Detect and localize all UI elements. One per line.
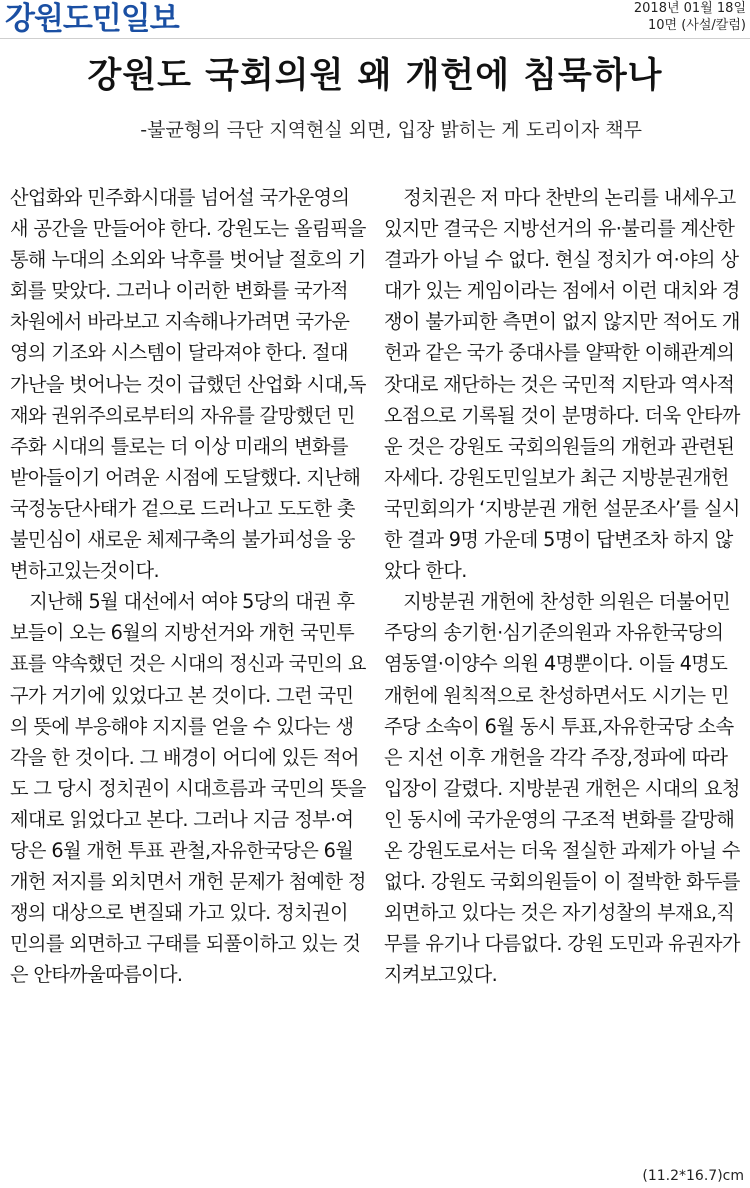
subheadline: -불균형의 극단 지역현실 외면, 입장 밝히는 게 도리이자 책무 bbox=[140, 119, 642, 141]
header-divider bbox=[0, 38, 750, 39]
page-section: 10면 (사설/칼럼) bbox=[648, 18, 746, 33]
headline: 강원도 국회의원 왜 개헌에 침묵하나 bbox=[87, 56, 663, 96]
article-column-right bbox=[384, 182, 740, 990]
publish-date: 2018년 01월 18일 bbox=[633, 1, 746, 16]
masthead-logo: 강원도민일보 bbox=[5, 1, 179, 37]
article-paragraph: 산업화와 민주화시대를 넘어설 국가운영의 새 공간을 만들어야 한다. 강원도는 올림픽을 통해 누대의 소외와 낙후를 벗어날 절호의 기회를 맞았다. 그러나 이러한 변화를 국가적 차원에서 바라보고 지속해나가려면 국가운영의 기조와 시스템이 달라져야 한다. 절대 가난을 벗어나는 것이 급했던 산업화 시대,독재와 권위주의로부터의 자유를 갈망했던 민주화 시대의 틀로는 더 이상 미래의 변화를 받아들이기 어려운 시점에 도달했다. 지난해 국정농단사태가 겉으로 드러나고 도도한 촛불민심이 새로운 체제구축의 불가피성을 웅변하고있는것이다. bbox=[10, 186, 366, 583]
article-paragraph: 정치권은 저 마다 찬반의 논리를 내세우고 있지만 결국은 지방선거의 유·불리를 계산한 결과가 아닐 수 없다. 현실 정치가 여·야의 상대가 있는 게임이라는 점에서 이런 대치와 경쟁이 불가피한 측면이 없지 않지만 적어도 개헌과 같은 국가 중대사를 얄팍한 이해관계의 잣대로 재단하는 것은 국민적 지탄과 역사적 오점으로 기록될 것이 분명하다. 더욱 안타까운 것은 강원도 국회의원들의 개헌과 관련된 자세다. 강원도민일보가 최근 지방분권개헌국민회의가 ‘지방분권 개헌 설문조사’를 실시한 결과 9명 가운데 5명이 답변조차 하지 않았다 한다. bbox=[384, 186, 740, 583]
clipping-size-note: (11.2*16.7)cm bbox=[642, 1168, 744, 1184]
article-paragraph: 지난해 5월 대선에서 여야 5당의 대권 후보들이 오는 6월의 지방선거와 개헌 국민투표를 약속했던 것은 시대의 정신과 국민의 요구가 거기에 있었다고 본 것이다. 그런 국민의 뜻에 부응해야 지지를 얻을 수 있다는 생각을 한 것이다. 그 배경이 어디에 있든 적어도 그 당시 정치권이 시대흐름과 국민의 뜻을 제대로 읽었다고 본다. 그러나 지금 정부·여당은 6월 개헌 투표 관철,자유한국당은 6월 개헌 저지를 외치면서 개헌 문제가 첨예한 정쟁의 대상으로 변질돼 가고 있다. 정치권이 민의를 외면하고 구태를 되풀이하고 있는 것은 안타까울따름이다. bbox=[10, 590, 366, 987]
article-column-left bbox=[10, 182, 366, 990]
dateline bbox=[634, 0, 746, 34]
article-paragraph: 지방분권 개헌에 찬성한 의원은 더불어민주당의 송기헌·심기준의원과 자유한국당의 염동열·이양수 의원 4명뿐이다. 이들 4명도 개헌에 원칙적으로 찬성하면서도 시기는 민주당 소속이 6월 동시 투표,자유한국당 소속은 지선 이후 개헌을 각각 주장,정파에 따라 입장이 갈렸다. 지방분권 개헌은 시대의 요청인 동시에 국가운영의 구조적 변화를 갈망해온 강원도로서는 더욱 절실한 과제가 아닐 수 없다. 강원도 국회의원들이 이 절박한 화두를 외면하고 있다는 것은 자기성찰의 부재요,직무를 유기나 다름없다. 강원 도민과 유권자가 지켜보고있다. bbox=[384, 590, 740, 987]
